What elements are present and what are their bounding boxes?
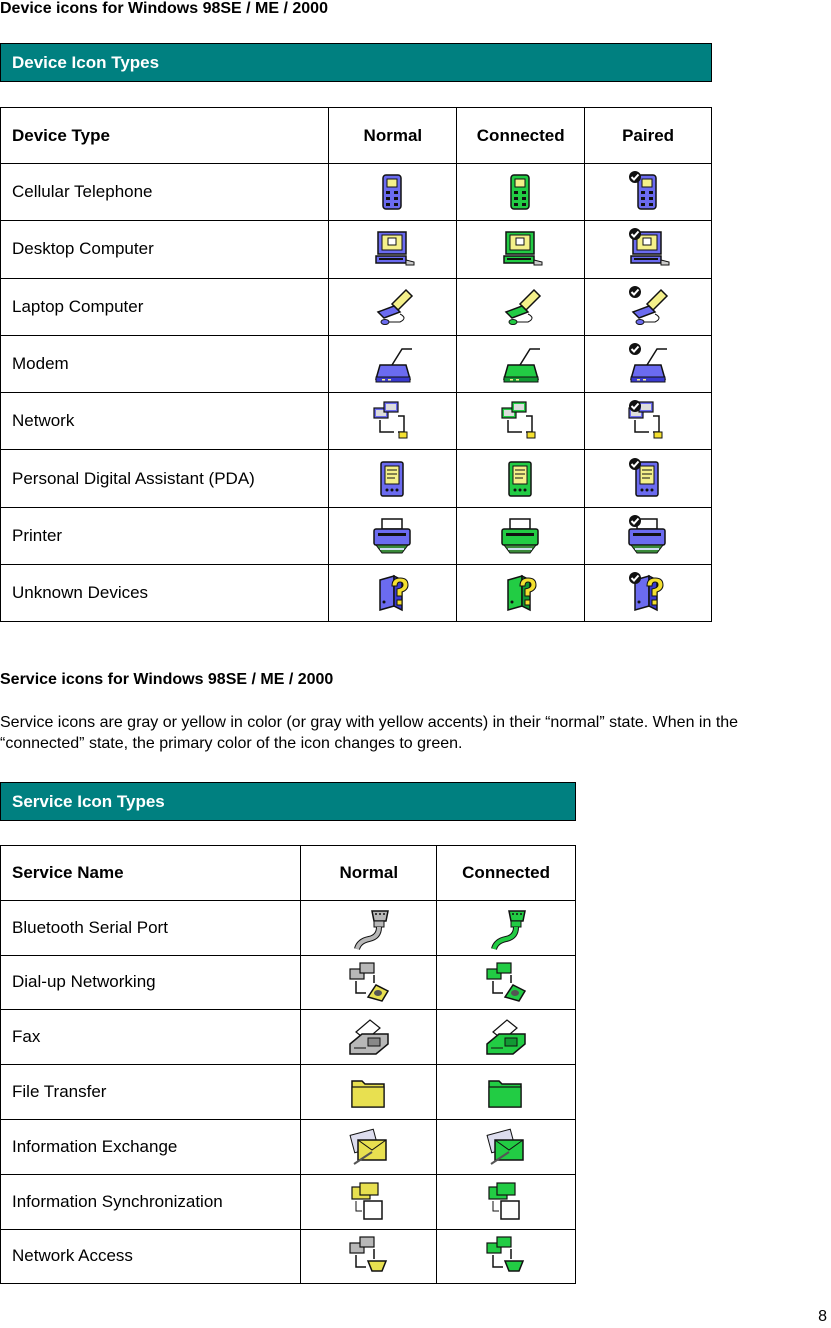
- pda-icon: [370, 468, 416, 487]
- connected-cell: [437, 1010, 576, 1065]
- table-row: [1, 164, 712, 221]
- paired-cell: [585, 507, 712, 564]
- connected-cell: [457, 221, 585, 278]
- connected-cell: [457, 278, 585, 335]
- laptop-icon: [498, 296, 544, 315]
- row-label: Network: [1, 393, 329, 450]
- row-label: Cellular Telephone: [1, 164, 329, 221]
- normal-cell: [301, 1174, 437, 1229]
- normal-cell: [301, 1119, 437, 1174]
- unknown-icon: [625, 583, 671, 602]
- header-normal: Normal: [301, 846, 437, 901]
- table-row: [1, 1065, 576, 1120]
- connected-cell: [457, 450, 585, 507]
- normal-cell: [329, 164, 457, 221]
- row-label: Modem: [1, 335, 329, 392]
- paired-cell: [585, 164, 712, 221]
- modem-icon: [498, 354, 544, 373]
- table-row: [1, 1119, 576, 1174]
- normal-cell: [329, 450, 457, 507]
- row-label: Network Access: [1, 1229, 301, 1284]
- paired-cell: [585, 565, 712, 622]
- dialup-icon: [346, 972, 392, 991]
- table-row: [1, 335, 712, 392]
- netaccess-icon: [346, 1246, 392, 1265]
- normal-cell: [329, 278, 457, 335]
- desktop-icon: [625, 239, 671, 258]
- service-icon-types-bar: Service Icon Types: [0, 782, 576, 821]
- page-number: 8: [818, 1308, 827, 1325]
- cellphone-icon: [498, 182, 544, 201]
- table-row: [1, 955, 576, 1010]
- folder-icon: [483, 1082, 529, 1101]
- normal-cell: [301, 900, 437, 955]
- network-icon: [370, 411, 416, 430]
- paired-cell: [585, 221, 712, 278]
- table-row: [1, 278, 712, 335]
- network-icon: [625, 411, 671, 430]
- connected-cell: [457, 164, 585, 221]
- fax-icon: [483, 1027, 529, 1046]
- normal-cell: [329, 393, 457, 450]
- header-service-name: Service Name: [1, 846, 301, 901]
- paired-cell: [585, 450, 712, 507]
- connected-cell: [457, 393, 585, 450]
- pda-icon: [625, 468, 671, 487]
- row-label: Information Exchange: [1, 1119, 301, 1174]
- connected-cell: [457, 335, 585, 392]
- connected-cell: [437, 1229, 576, 1284]
- row-label: Information Synchronization: [1, 1174, 301, 1229]
- paired-cell: [585, 335, 712, 392]
- envelope-icon: [346, 1136, 392, 1155]
- row-label: Printer: [1, 507, 329, 564]
- normal-cell: [329, 221, 457, 278]
- device-icon-types-bar: Device Icon Types: [0, 43, 712, 82]
- normal-cell: [301, 1010, 437, 1065]
- header-device-type: Device Type: [1, 108, 329, 164]
- table-row: [1, 450, 712, 507]
- serial-icon: [346, 917, 392, 936]
- sync-icon: [483, 1191, 529, 1210]
- header-connected: Connected: [437, 846, 576, 901]
- laptop-icon: [625, 296, 671, 315]
- connected-cell: [437, 955, 576, 1010]
- row-label: Laptop Computer: [1, 278, 329, 335]
- laptop-icon: [370, 296, 416, 315]
- row-label: File Transfer: [1, 1065, 301, 1120]
- connected-cell: [457, 565, 585, 622]
- service-icon-table: [0, 845, 576, 1284]
- unknown-icon: [370, 583, 416, 602]
- unknown-icon: [498, 583, 544, 602]
- modem-icon: [625, 354, 671, 373]
- service-description: Service icons are gray or yellow in color (or gray with yellow accents) in their “normal” state. When in the “connected” state, the primary color of the icon changes to green.: [0, 714, 739, 752]
- folder-icon: [346, 1082, 392, 1101]
- paired-cell: [585, 393, 712, 450]
- netaccess-icon: [483, 1246, 529, 1265]
- dialup-icon: [483, 972, 529, 991]
- header-connected: Connected: [457, 108, 585, 164]
- connected-cell: [437, 1174, 576, 1229]
- desktop-icon: [370, 239, 416, 258]
- row-label: Bluetooth Serial Port: [1, 900, 301, 955]
- normal-cell: [329, 507, 457, 564]
- row-label: Unknown Devices: [1, 565, 329, 622]
- desktop-icon: [498, 239, 544, 258]
- table-header-row: [1, 846, 576, 901]
- header-normal: Normal: [329, 108, 457, 164]
- table-row: [1, 507, 712, 564]
- printer-icon: [370, 525, 416, 544]
- pda-icon: [498, 468, 544, 487]
- serial-icon: [483, 917, 529, 936]
- connected-cell: [437, 900, 576, 955]
- fax-icon: [346, 1027, 392, 1046]
- modem-icon: [370, 354, 416, 373]
- header-paired: Paired: [585, 108, 712, 164]
- row-label: Personal Digital Assistant (PDA): [1, 450, 329, 507]
- device-section-title: Device icons for Windows 98SE / ME / 2000: [0, 0, 328, 17]
- cellphone-icon: [625, 182, 671, 201]
- network-icon: [498, 411, 544, 430]
- printer-icon: [498, 525, 544, 544]
- sync-icon: [346, 1191, 392, 1210]
- table-row: [1, 1174, 576, 1229]
- device-icon-table: [0, 107, 712, 622]
- table-row: [1, 900, 576, 955]
- row-label: Dial-up Networking: [1, 955, 301, 1010]
- cellphone-icon: [370, 182, 416, 201]
- connected-cell: [437, 1065, 576, 1120]
- table-row: [1, 393, 712, 450]
- table-row: [1, 565, 712, 622]
- row-label: Fax: [1, 1010, 301, 1065]
- printer-icon: [625, 525, 671, 544]
- table-header-row: [1, 108, 712, 164]
- envelope-icon: [483, 1136, 529, 1155]
- connected-cell: [457, 507, 585, 564]
- normal-cell: [329, 565, 457, 622]
- paired-cell: [585, 278, 712, 335]
- normal-cell: [301, 955, 437, 1010]
- table-row: [1, 1229, 576, 1284]
- normal-cell: [301, 1065, 437, 1120]
- table-row: [1, 1010, 576, 1065]
- service-section-title: Service icons for Windows 98SE / ME / 2000: [0, 671, 334, 688]
- table-row: [1, 221, 712, 278]
- connected-cell: [437, 1119, 576, 1174]
- normal-cell: [329, 335, 457, 392]
- normal-cell: [301, 1229, 437, 1284]
- row-label: Desktop Computer: [1, 221, 329, 278]
